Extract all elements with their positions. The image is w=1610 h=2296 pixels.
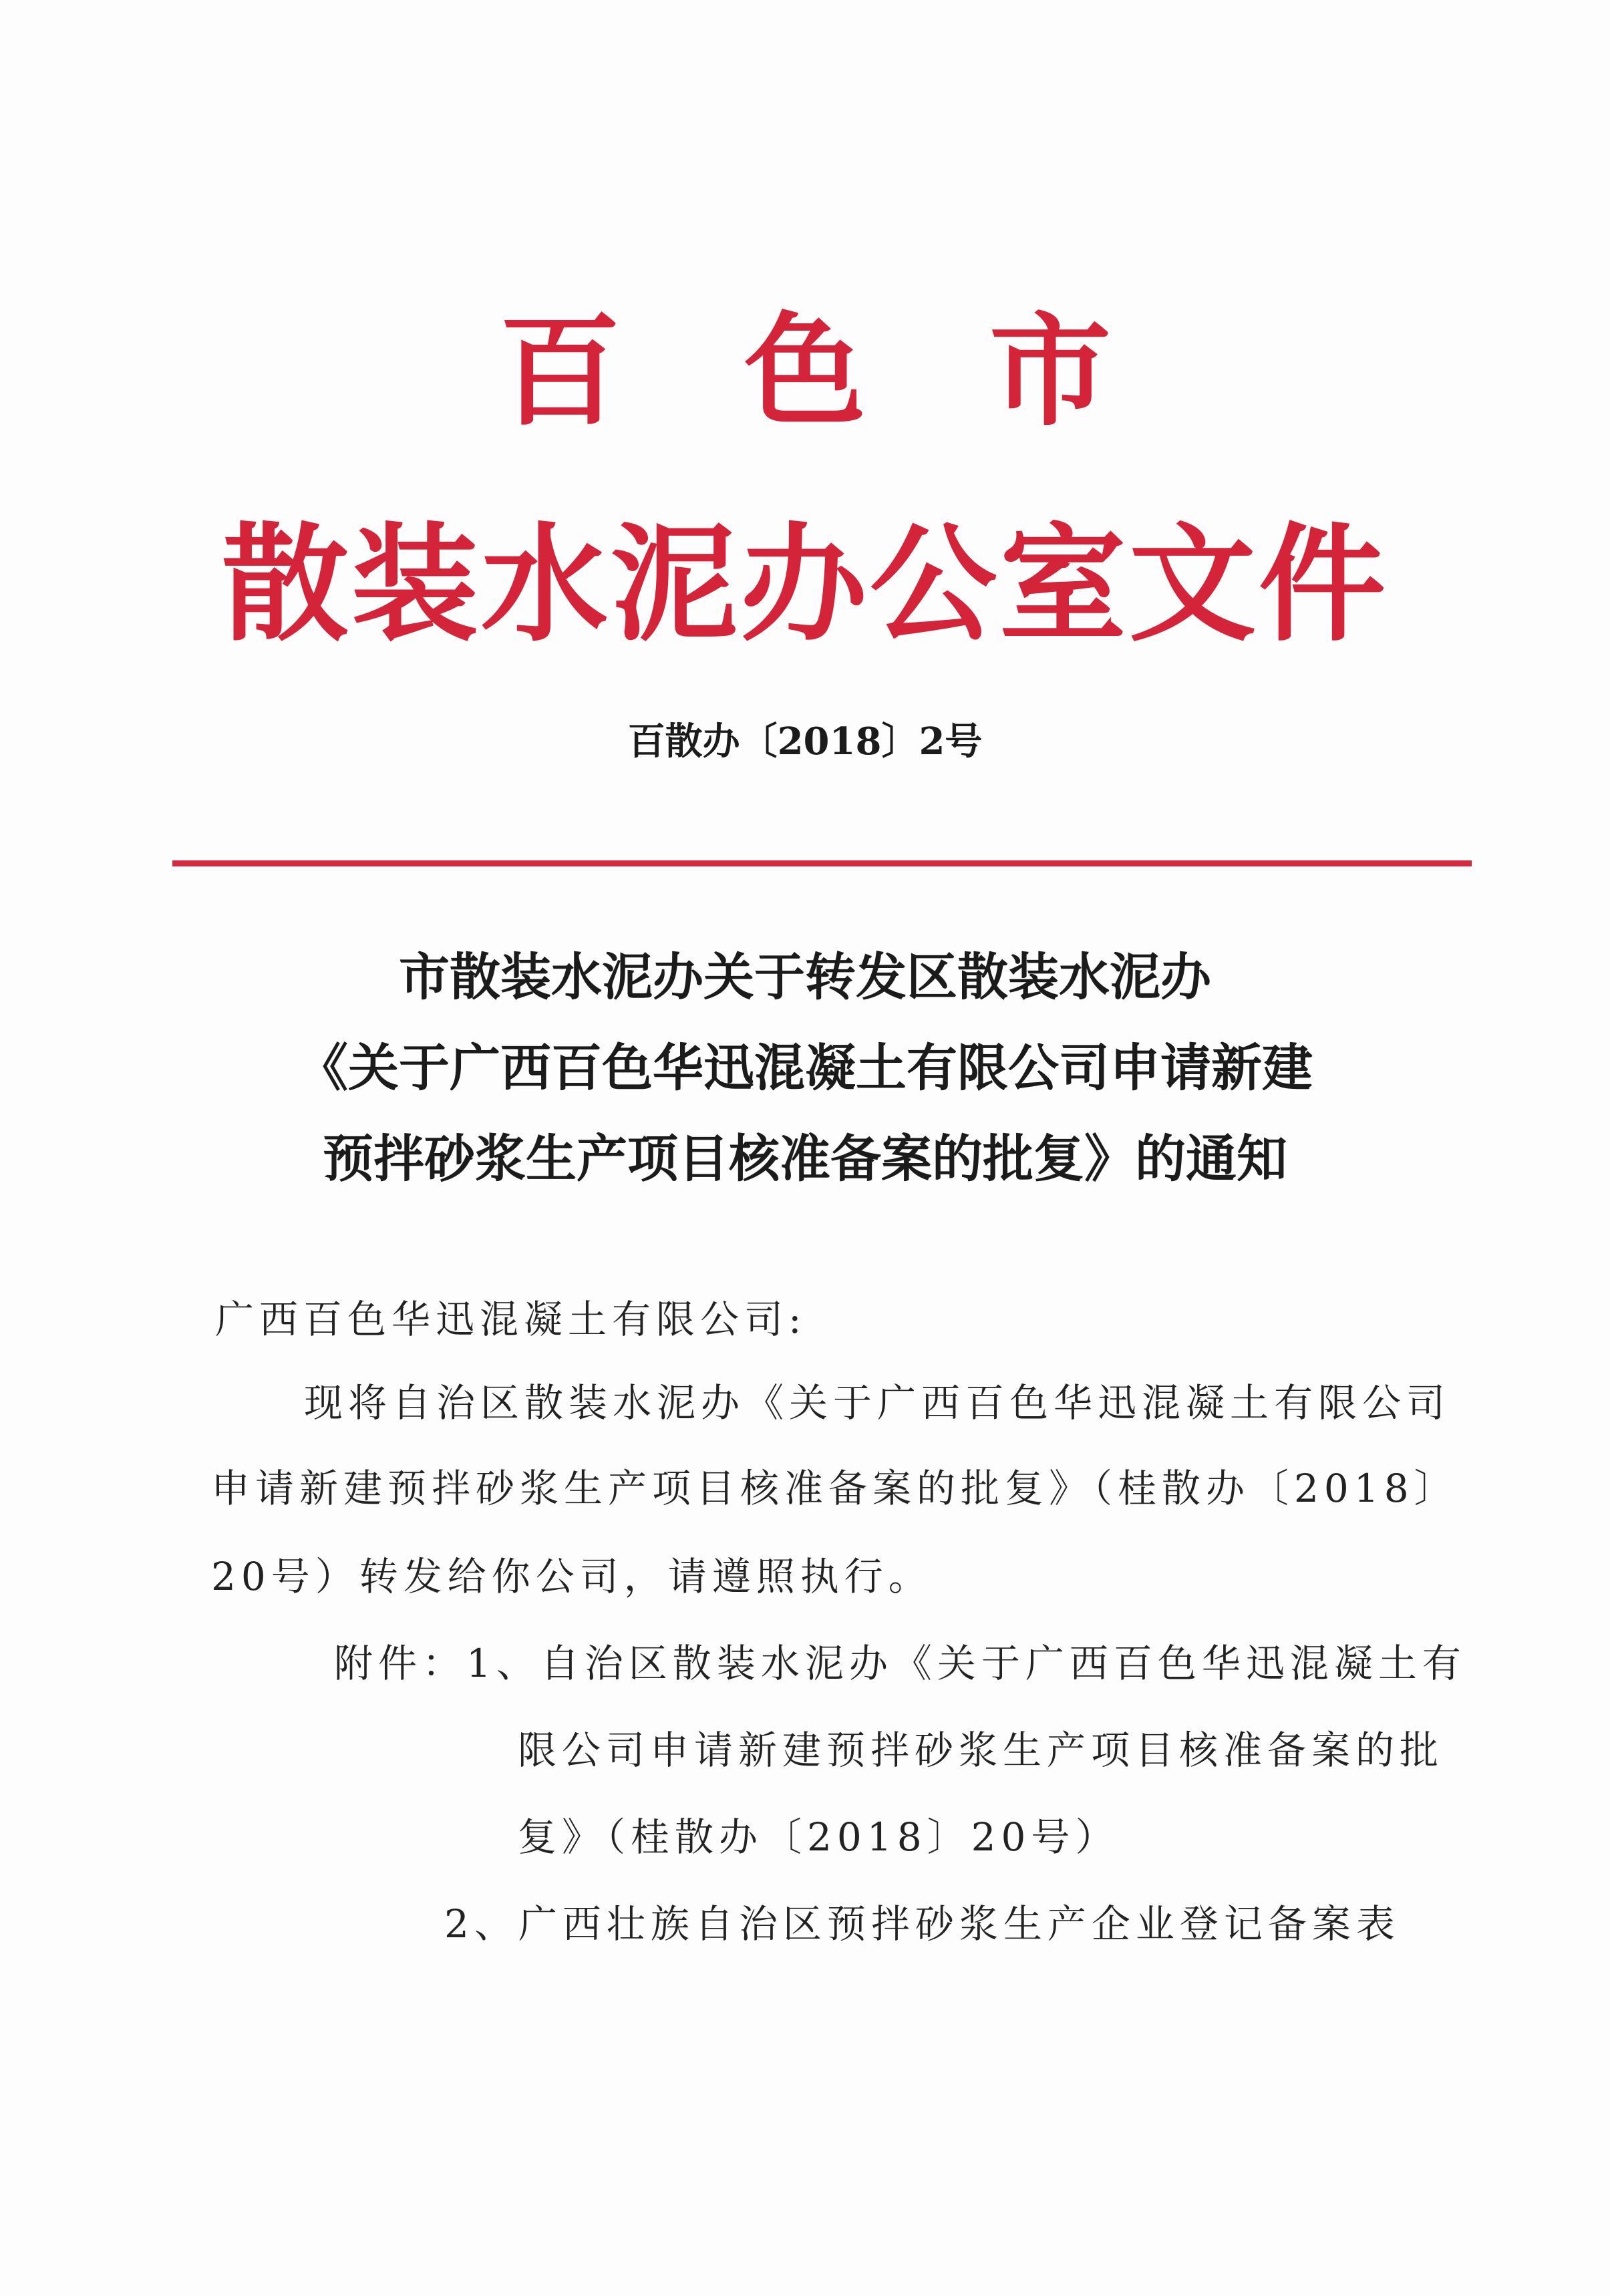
issuer-header-city: 百色市 xyxy=(499,299,1235,442)
salutation: 广西百色华迅混凝土有限公司: xyxy=(215,1297,807,1342)
attachment-item-2: 2、广西壮族自治区预拌砂浆生产企业登记备案表 xyxy=(444,1901,1400,1947)
attachment-item-1-line: 附件：1、自治区散装水泥办《关于广西百色华迅混凝土有 xyxy=(334,1641,1466,1686)
title-line: 预拌砂浆生产项目核准备案的批复》的通知 xyxy=(323,1129,1287,1188)
body-paragraph-line: 现将自治区散装水泥办《关于广西百色华迅混凝土有限公司 xyxy=(304,1380,1451,1426)
attachment-item-1-line: 复》（桂散办〔2018〕20号） xyxy=(518,1814,1120,1860)
body-paragraph-line: 20号）转发给你公司，请遵照执行。 xyxy=(211,1554,933,1599)
document-title xyxy=(0,932,1610,1204)
title-line: 市散装水泥办关于转发区散装水泥办 xyxy=(399,947,1211,1007)
red-separator-rule xyxy=(172,860,1472,866)
issuer-header-office: 散装水泥办公室文件 xyxy=(221,510,1388,659)
body-paragraph-line: 申请新建预拌砂浆生产项目核准备案的批复》（桂散办〔2018〕 xyxy=(211,1466,1458,1511)
attachment-item-1-line: 限公司申请新建预拌砂浆生产项目核准备案的批 xyxy=(518,1728,1444,1773)
title-line: 《关于广西百色华迅混凝土有限公司申请新建 xyxy=(297,1038,1313,1098)
document-number: 百散办〔2018〕2号 xyxy=(627,719,983,764)
